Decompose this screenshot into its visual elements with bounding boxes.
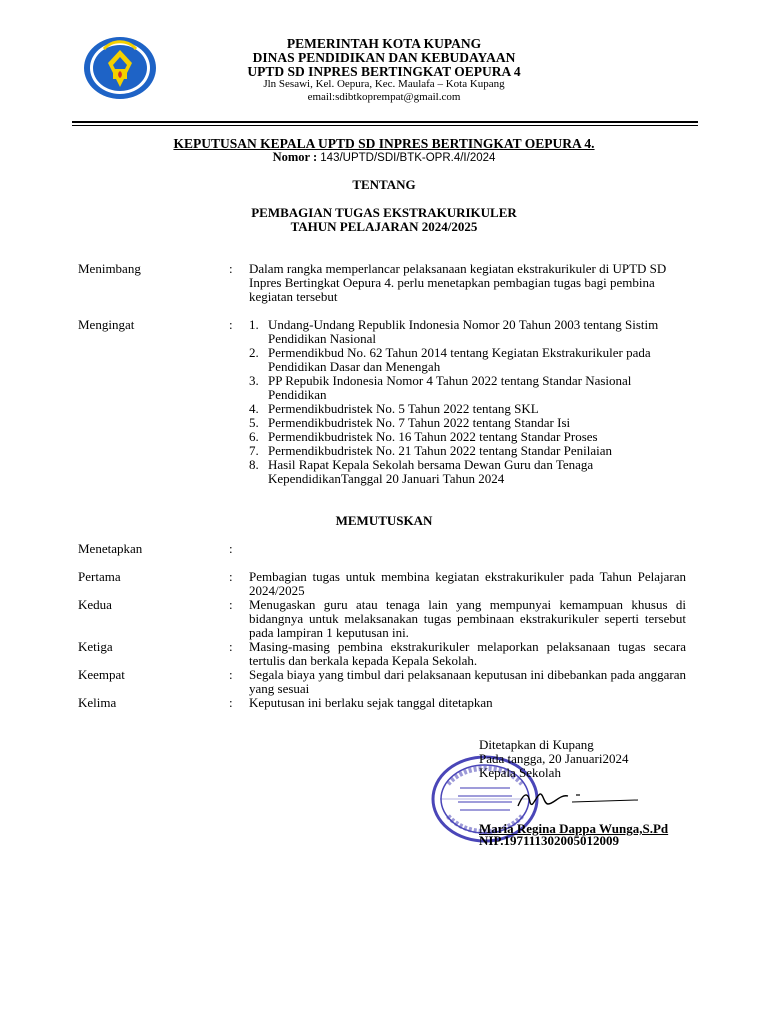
- header-line-1: PEMERINTAH KOTA KUPANG: [286, 36, 482, 51]
- list-item: 7. Permendikbudristek No. 21 Tahun 2022 tentang Standar Penilaian: [249, 443, 613, 458]
- tentang-heading: TENTANG: [352, 177, 416, 192]
- menimbang-text: Dalam rangka memperlancar pelaksanaan kegiatan ekstrakurikuler di UPTD SD Inpres Bertingkat Oepura 4. perlu menetapkan pembagian tugas bagi pembina kegiatan tersebut: [249, 261, 667, 304]
- menetapkan-colon: :: [229, 541, 233, 556]
- list-item: 6. Permendikbudristek No. 16 Tahun 2022 tentang Standar Proses: [249, 429, 598, 444]
- pertama-colon: :: [229, 569, 233, 584]
- memutuskan-heading: MEMUTUSKAN: [335, 513, 433, 528]
- mengingat-label: Mengingat: [78, 317, 135, 332]
- list-item: 5. Permendikbudristek No. 7 Tahun 2022 tentang Standar Isi: [249, 415, 571, 430]
- kelima-colon: :: [229, 695, 233, 710]
- mengingat-colon: :: [229, 317, 233, 332]
- signature-date: Pada tangga, 20 Januari2024: [479, 751, 629, 766]
- handwritten-signature: [510, 786, 640, 814]
- header-line-2: DINAS PENDIDIKAN DAN KEBUDAYAAN: [252, 50, 516, 65]
- decree-number: [0, 150, 768, 165]
- keempat-colon: :: [229, 667, 233, 682]
- nomor-label: Nomor :: [272, 150, 318, 164]
- ketiga-colon: :: [229, 639, 233, 654]
- mengingat-list: [249, 318, 689, 486]
- kedua-text: Menugaskan guru atau tenaga lain yang mempunyai kemampuan khusus di bidangnya untuk melaksanakan tugas pembinaan ekstrakurikuler seperti tersebut pada lampiran 1 keputusan ini.: [249, 597, 686, 640]
- menetapkan-label: Menetapkan: [78, 541, 143, 556]
- kelima-text: Keputusan ini berlaku sejak tanggal ditetapkan: [249, 695, 493, 710]
- pertama-text: Pembagian tugas untuk membina kegiatan ekstrakurikuler pada Tahun Pelajaran 2024/2025: [249, 569, 686, 598]
- signature-position: Kepala Sekolah: [479, 765, 561, 780]
- signature-nip: NIP.197111302005012009: [479, 833, 620, 848]
- kedua-colon: :: [229, 597, 233, 612]
- header-line-3: UPTD SD INPRES BERTINGKAT OEPURA 4: [247, 64, 521, 79]
- keempat-label: Keempat: [78, 667, 125, 682]
- header-divider: [72, 121, 698, 126]
- list-item: 8. Hasil Rapat Kepala Sekolah bersama Dewan Guru dan Tenaga KependidikanTanggal 20 Januari Tahun 2024: [249, 457, 594, 486]
- nomor-value: 143/UPTD/SDI/BTK-OPR.4/I/2024: [320, 152, 496, 164]
- list-item: 2. Permendikbud No. 62 Tahun 2014 tentang Kegiatan Ekstrakurikuler pada Pendidikan Dasar dan Menengah: [249, 345, 651, 374]
- signature-place: Ditetapkan di Kupang: [479, 737, 594, 752]
- list-item: 4. Permendikbudristek No. 5 Tahun 2022 tentang SKL: [249, 401, 539, 416]
- header-address: Jln Sesawi, Kel. Oepura, Kec. Maulafa – Kota Kupang: [263, 78, 505, 90]
- signature-name: Maria Regina Dappa Wunga,S.Pd: [479, 821, 669, 836]
- ketiga-label: Ketiga: [78, 639, 113, 654]
- kedua-label: Kedua: [78, 597, 112, 612]
- ketiga-text: Masing-masing pembina ekstrakurikuler melaporkan pelaksanaan tugas secara tertulis dan berkala kepada Kepala Sekolah.: [249, 639, 686, 668]
- keempat-text: Segala biaya yang timbul dari pelaksanaan keputusan ini dibebankan pada anggaran yang sesuai: [249, 667, 686, 696]
- pertama-label: Pertama: [78, 569, 121, 584]
- kelima-label: Kelima: [78, 695, 117, 710]
- menimbang-label: Menimbang: [78, 261, 141, 276]
- decree-title: KEPUTUSAN KEPALA UPTD SD INPRES BERTINGKAT OEPURA 4.: [173, 136, 595, 151]
- header-email: email:sdibtkoprempat@gmail.com: [307, 91, 461, 103]
- menimbang-colon: :: [229, 261, 233, 276]
- subject-line-2: TAHUN PELAJARAN 2024/2025: [290, 219, 478, 234]
- list-item: 3. PP Repubik Indonesia Nomor 4 Tahun 2022 tentang Standar Nasional Pendidikan: [249, 373, 632, 402]
- subject-line-1: PEMBAGIAN TUGAS EKSTRAKURIKULER: [251, 205, 517, 220]
- list-item: 1. Undang-Undang Republik Indonesia Nomor 20 Tahun 2003 tentang Sistim Pendidikan Nasional: [249, 317, 659, 346]
